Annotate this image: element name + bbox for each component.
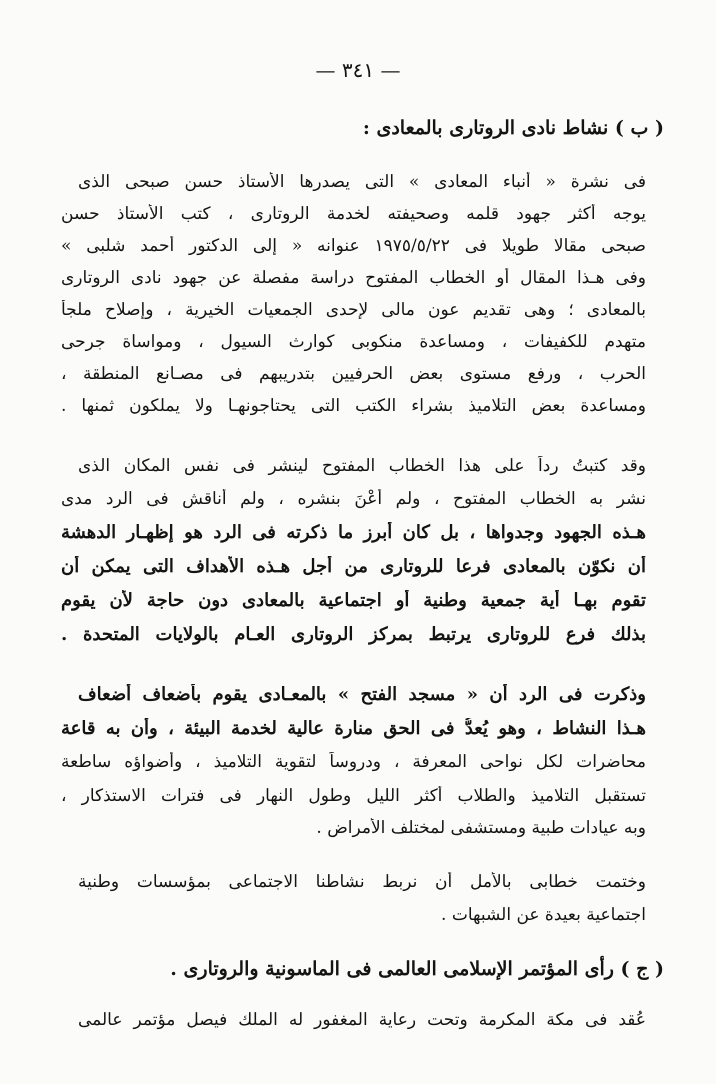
paragraph-2-line: بذلك فرع للروتارى يرتبط بمركز الروتارى العـام بالولايات المتحدة . [61, 624, 646, 645]
paragraph-2-line: وقد كتبتُ رداً على هذا الخطاب المفتوح لينشر فى نفس المكان الذى [78, 456, 646, 476]
paragraph-1-line: وفى هـذا المقال أو الخطاب المفتوح دراسة مفصلة عن جهود نادى الروتارى [61, 268, 646, 288]
paragraph-4-line: وختمت خطابى بالأمل أن نربط نشاطنا الاجتماعى بمؤسسات وطنية [78, 872, 646, 892]
paragraph-1-line: يوجه أكثر جهود قلمه وصحيفته لخدمة الروتارى ، كتب الأستاذ حسن [61, 204, 646, 224]
section-heading-b: ( ب ) نشاط نادى الروتارى بالمعادى : [362, 117, 664, 139]
paragraph-2-line: أن نكوّن بالمعادى فرعا للروتارى من أجل هـذه الأهداف التى يمكن أن [61, 556, 646, 577]
paragraph-2-line: هـذه الجهود وجدواها ، بل كان أبرز ما ذكرته فى الرد هو إظهـار الدهشة [61, 522, 646, 543]
paragraph-3-line: تستقبل التلاميذ والطلاب أكثر الليل وطول النهار فى فترات الاستذكار ، [61, 786, 646, 806]
paragraph-3-line: محاضرات لكل نواحى المعرفة ، ودروساً لتقوية التلاميذ ، وأضواؤه ساطعة [61, 752, 646, 772]
paragraph-5-line: عُقد فى مكة المكرمة وتحت رعاية المغفور له الملك فيصل مؤتمر عالمى [78, 1010, 646, 1030]
paragraph-3-line: وذكرت فى الرد أن « مسجد الفتح » بالمعـادى يقوم بأضعاف أضعاف [78, 684, 646, 705]
paragraph-1-line: بالمعادى ؛ وهى تقديم عون مالى لإحدى الجمعيات الخيرية ، وإصلاح ملجأ [61, 300, 646, 320]
paragraph-3-line: هـذا النشاط ، وهو يُعدُّ فى الحق منارة عالية لخدمة البيئة ، وأن به قاعة [61, 718, 646, 739]
paragraph-3-line: وبه عيادات طبية ومستشفى لمختلف الأمراض . [316, 818, 646, 838]
paragraph-2-line: نشر به الخطاب المفتوح ، ولم أُعْنَ بنشره ، ولم أناقش فى الرد مدى [61, 489, 646, 509]
paragraph-1-line: ومساعدة بعض التلاميذ بشراء الكتب التى يحتاجونهـا ولا يملكون ثمنها . [61, 396, 646, 416]
paragraph-2-line: تقوم بهـا أية جمعية وطنية أو اجتماعية بالمعادى دون حاجة لأن يقوم [61, 590, 646, 611]
paragraph-4-line: اجتماعية بعيدة عن الشبهات . [441, 905, 646, 925]
paragraph-1-line: متهدم للكفيفات ، ومساعدة منكوبى كوارث السيول ، ومواساة جرحى [61, 332, 646, 352]
page-number: — ٣٤١ — [315, 58, 401, 82]
paragraph-1-line: فى نشرة « أنباء المعادى » التى يصدرها الأستاذ حسن صبحى الذى [78, 172, 646, 192]
paragraph-1-line: صبحى مقالا طويلا فى ١٩٧٥/٥/٢٢ عنوانه « إلى الدكتور أحمد شلبى » [61, 236, 646, 256]
section-heading-j: ( ج ) رأى المؤتمر الإسلامى العالمى فى الماسونية والروتارى . [170, 958, 664, 980]
paragraph-1-line: الحرب ، ورفع مستوى بعض الحرفيين بتدريبهم فى مصـانع المنطقة ، [61, 364, 646, 384]
